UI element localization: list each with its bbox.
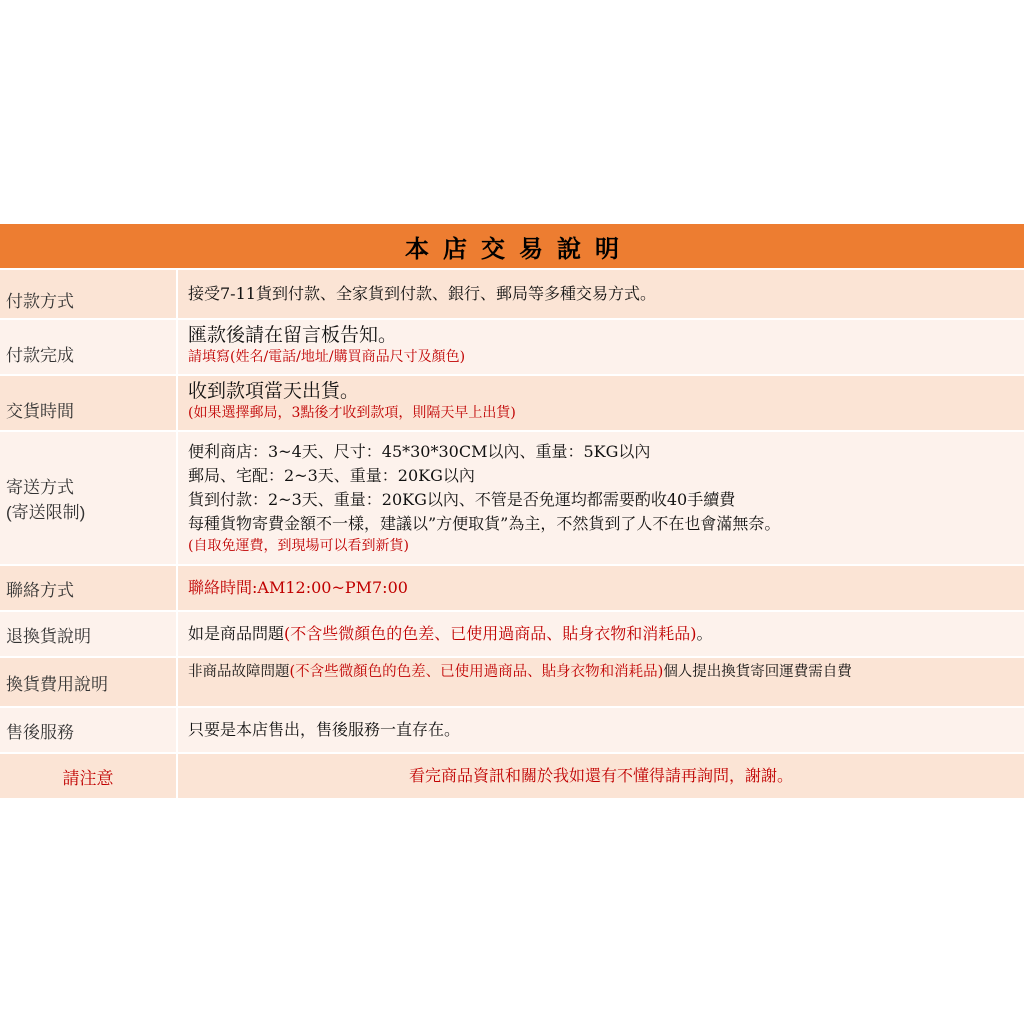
shipping-line: 便利商店：3~4天、尺寸：45*30*30CM以內、重量：5KG以內 <box>188 442 651 461</box>
row-label: 請注意 <box>0 754 178 798</box>
exchange-fee-suffix: 個人提出換貨寄回運費需自費 <box>663 664 852 680</box>
shipping-line: 貨到付款：2~3天、重量：20KG以內、不管是否免運均都需要酌收40手續費 <box>188 490 736 509</box>
exchange-fee-exclusions: (不含些微顏色的色差、已使用過商品、貼身衣物和消耗品) <box>289 664 664 680</box>
row-content <box>178 320 1024 374</box>
table-row-contact <box>0 566 1024 612</box>
row-content <box>178 754 1024 798</box>
table-header <box>0 224 1024 270</box>
shipping-note: (自取免運費，到現場可以看到新貨) <box>188 538 409 554</box>
table-row-return-policy <box>0 612 1024 658</box>
return-policy-prefix: 如是商品問題 <box>188 624 285 643</box>
after-sales-text: 只要是本店售出，售後服務一直存在。 <box>188 720 461 739</box>
row-content <box>178 708 1024 752</box>
row-content <box>178 432 1024 564</box>
payment-complete-main: 匯款後請在留言板告知。 <box>188 324 398 346</box>
shipping-sublabel: (寄送限制) <box>6 503 86 522</box>
table-row-payment-method <box>0 270 1024 320</box>
row-content <box>178 658 1024 706</box>
return-policy-exclusions: (不含些微顏色的色差、已使用過商品、貼身衣物和消耗品) <box>284 624 697 643</box>
row-content <box>178 270 1024 318</box>
table-title: 本店交易說明 <box>405 233 633 263</box>
row-label: 聯絡方式 <box>0 566 178 610</box>
row-label: 付款完成 <box>0 320 178 374</box>
row-label: 售後服務 <box>0 708 178 752</box>
shipping-label: 寄送方式 <box>6 478 74 497</box>
row-label <box>0 432 178 564</box>
table-row-delivery-time <box>0 376 1024 432</box>
shipping-line: 郵局、宅配：2~3天、重量：20KG以內 <box>188 466 475 485</box>
contact-hours: 聯絡時間:AM12:00~PM7:00 <box>188 578 408 597</box>
shipping-line: 每種貨物寄費金額不一樣，建議以”方便取貨”為主，不然貨到了人不在也會滿無奈。 <box>188 514 781 533</box>
payment-methods-text: 接受7-11貨到付款、全家貨到付款、銀行、郵局等多種交易方式。 <box>188 284 656 303</box>
row-label: 付款方式 <box>0 270 178 318</box>
table-row-notice <box>0 754 1024 800</box>
table-row-after-sales <box>0 708 1024 754</box>
row-content <box>178 376 1024 430</box>
table-row-exchange-fee <box>0 658 1024 708</box>
payment-complete-note: 請填寫(姓名/電話/地址/購買商品尺寸及顏色) <box>188 349 466 365</box>
row-label: 交貨時間 <box>0 376 178 430</box>
exchange-fee-prefix: 非商品故障問題 <box>188 664 290 680</box>
table-row-payment-complete <box>0 320 1024 376</box>
row-content <box>178 566 1024 610</box>
return-policy-suffix: 。 <box>696 624 713 643</box>
row-label: 換貨費用說明 <box>0 658 178 706</box>
notice-text: 看完商品資訊和關於我如還有不懂得請再詢問，謝謝。 <box>408 766 793 785</box>
transaction-info-table <box>0 224 1024 800</box>
row-label: 退換貨說明 <box>0 612 178 656</box>
row-content <box>178 612 1024 656</box>
delivery-time-main: 收到款項當天出貨。 <box>188 380 360 402</box>
table-row-shipping <box>0 432 1024 566</box>
delivery-time-note: (如果選擇郵局，3點後才收到款項，則隔天早上出貨) <box>188 405 516 421</box>
